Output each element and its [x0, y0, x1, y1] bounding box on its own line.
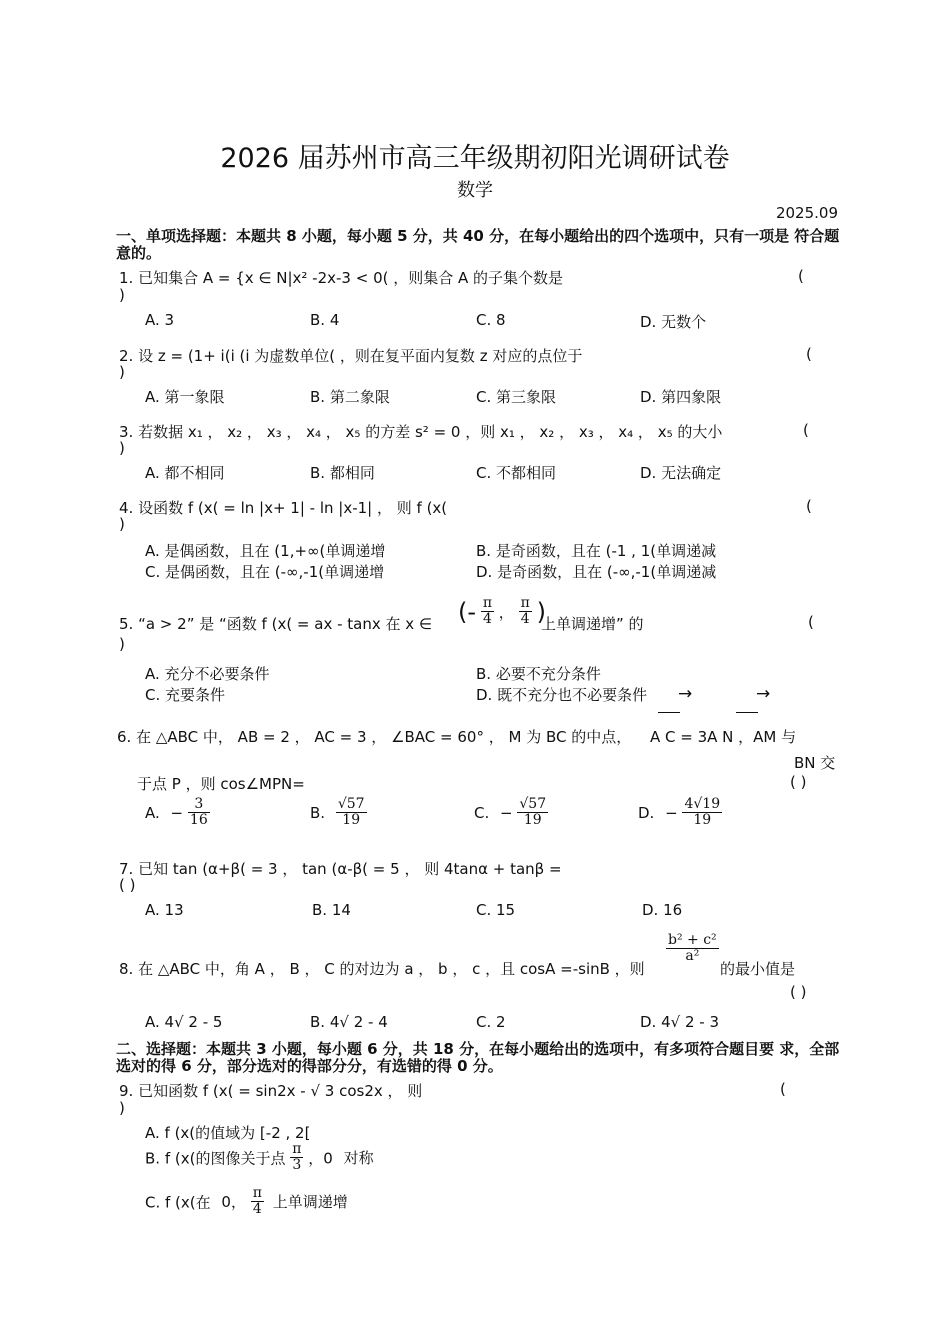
q5-interval-lead: (-	[458, 597, 477, 626]
q6-option-d-letter: D.	[638, 803, 655, 822]
q6-option-b	[310, 797, 367, 829]
q6-option-b-num: √57	[337, 796, 365, 812]
vector-arrow-ac: →	[678, 684, 693, 704]
q6-stem-cont2: 于点 P ，则 cos∠MPN=	[137, 775, 305, 793]
q5-interval-comma: ，	[498, 603, 514, 622]
q4-answer-open: (	[806, 497, 812, 515]
q9-option-c-frac-den: 4	[252, 1201, 262, 1218]
q9-option-c	[145, 1186, 348, 1218]
q2-stem: 2. 设 z = (1+ i(i (i 为虚数单位( ，则在复平面内复数 z 对应的点位于	[119, 347, 583, 365]
q5-interval	[458, 596, 546, 628]
section-1-heading: 一、单项选择题：本题共 8 小题，每小题 5 分，共 40 分，在每小题给出的四个选项中，只有一项是 符合题意的。	[116, 227, 840, 262]
q7-answer-paren: ( )	[119, 876, 136, 894]
q6-vector-equation: A C = 3A N ，AM 与	[650, 728, 797, 746]
q5-frac-right-num: π	[520, 595, 530, 611]
q9-option-a: A. f (x(的值域为 [-2 , 2[	[145, 1124, 311, 1142]
q5-frac-right-den: 4	[520, 611, 530, 628]
q3-option-c: C. 不都相同	[476, 464, 557, 482]
q5-frac-left-num: π	[482, 595, 493, 611]
q8-stem: 8. 在 △ABC 中，角 A ， B ， C 的对边为 a ， b ， c ，且 cosA =-sinB ，则	[119, 960, 645, 978]
q6-option-d-num: 4√19	[684, 796, 721, 812]
q5-option-d: D. 既不充分也不必要条件	[476, 686, 648, 704]
q3-stem: 3. 若数据 x₁ ， x₂ ， x₃ ， x₄ ， x₅ 的方差 s² = 0 ，则 x₁ ， x₂ ， x₃ ， x₄ ， x₅ 的大小	[119, 423, 723, 441]
q7-option-d: D. 16	[642, 901, 683, 919]
q1-option-b: B. 4	[310, 311, 340, 329]
q5-answer-open: (	[808, 613, 814, 631]
q5-option-c: C. 充要条件	[145, 686, 226, 704]
q9-option-b-text: B. f (x(的图像关于点	[145, 1149, 286, 1168]
q1-answer-close: )	[119, 286, 125, 304]
exam-date: 2025.09	[775, 204, 838, 222]
q9-answer-open: (	[780, 1080, 786, 1098]
q9-option-b-point: ，0	[308, 1149, 333, 1168]
subject-label: 数学	[457, 180, 493, 201]
q4-answer-close: )	[119, 515, 125, 533]
q1-option-a: A. 3	[145, 311, 175, 329]
q9-option-b-frac-num: π	[292, 1141, 302, 1157]
q2-option-b: B. 第二象限	[310, 388, 390, 406]
q6-option-c-sign: −	[500, 803, 513, 822]
q8-frac-den: a²	[685, 948, 700, 965]
vector-bar-an	[736, 712, 758, 713]
q9-option-b-frac	[290, 1142, 303, 1174]
q6-option-d-den: 19	[693, 812, 712, 829]
q5-option-a: A. 充分不必要条件	[145, 665, 270, 683]
q2-option-c: C. 第三象限	[476, 388, 557, 406]
q6-option-c-num: √57	[519, 796, 547, 812]
q5-stem-start: 5. “a > 2” 是 “函数 f (x( = ax - tanx 在 x ∈	[119, 615, 432, 633]
q6-option-c	[474, 797, 548, 829]
q6-option-a-den: 16	[189, 812, 208, 829]
q6-option-c-letter: C.	[474, 803, 490, 822]
q5-fraction-left	[481, 596, 494, 628]
q8-frac-num: b² + c²	[668, 932, 717, 948]
q3-option-d: D. 无法确定	[640, 464, 722, 482]
q3-answer-close: )	[119, 439, 125, 457]
q4-stem: 4. 设函数 f (x( = ln |x+ 1| - ln |x-1| ， 则 f (x(	[119, 499, 448, 517]
q6-option-a	[145, 797, 210, 829]
q6-option-b-den: 19	[342, 812, 361, 829]
q4-option-d: D. 是奇函数，且在 (-∞,-1(单调递减	[476, 563, 717, 581]
q1-answer-open: (	[798, 267, 804, 285]
q1-option-c: C. 8	[476, 311, 506, 329]
q1-stem: 1. 已知集合 A = {x ∈ N|x² -2x-3 < 0( ，则集合 A 的子集个数是	[119, 269, 564, 287]
q6-stem: 6. 在 △ABC 中， AB = 2 ， AC = 3 ， ∠BAC = 60° ， M 为 BC 的中点，	[117, 728, 632, 746]
q6-option-a-frac	[188, 797, 210, 829]
q6-option-b-frac	[336, 797, 367, 829]
page-title: 2026 届苏州市高三年级期初阳光调研试卷	[220, 143, 730, 174]
q8-stem-tail: 的最小值是	[720, 960, 796, 978]
q5-answer-close: )	[119, 635, 125, 653]
q6-option-d-sign: −	[665, 803, 678, 822]
q7-option-b: B. 14	[312, 901, 351, 919]
q2-option-a: A. 第一象限	[145, 388, 225, 406]
q6-option-a-num: 3	[188, 797, 210, 813]
q8-option-b: B. 4√ 2 - 4	[310, 1013, 388, 1031]
q9-answer-close: )	[119, 1099, 125, 1117]
vector-bar-ac	[658, 712, 680, 713]
q6-option-a-letter: A.	[145, 803, 160, 822]
q6-option-d-frac	[682, 797, 722, 829]
q5-option-b: B. 必要不充分条件	[476, 665, 601, 683]
section-2-heading: 二、选择题：本题共 3 小题，每小题 6 分，共 18 分，在每小题给出的选项中，有多项符合题目要 求，全部选对的得 6 分，部分选对的得部分分，有选错的得 0 分。	[116, 1040, 840, 1075]
q6-option-c-frac	[517, 797, 548, 829]
q9-option-b-frac-den: 3	[292, 1157, 302, 1174]
q2-answer-close: )	[119, 363, 125, 381]
q5-frac-left-den: 4	[482, 611, 492, 628]
q2-option-d: D. 第四象限	[640, 388, 722, 406]
q9-option-c-frac-num: π	[252, 1185, 262, 1201]
q6-answer-paren: ( )	[790, 773, 807, 791]
q3-option-b: B. 都相同	[310, 464, 375, 482]
q6-option-c-den: 19	[523, 812, 542, 829]
q8-fraction	[666, 933, 719, 965]
q8-frac	[666, 933, 719, 965]
q3-option-a: A. 都不相同	[145, 464, 225, 482]
q4-option-b: B. 是奇函数，且在 (-1 , 1(单调递减	[476, 542, 717, 560]
q7-option-a: A. 13	[145, 901, 184, 919]
vector-arrow-an: →	[756, 684, 771, 704]
q9-option-b-tail: 对称	[343, 1149, 374, 1168]
q9-option-c-open: 0，	[221, 1193, 246, 1212]
q9-option-c-frac	[251, 1186, 264, 1218]
q6-option-b-letter: B.	[310, 803, 326, 822]
q6-option-a-sign: −	[170, 803, 184, 822]
q9-option-b	[145, 1142, 374, 1174]
q7-option-c: C. 15	[476, 901, 516, 919]
q9-option-c-tail: 上单调递增	[272, 1193, 348, 1212]
q8-answer-paren: ( )	[790, 983, 807, 1001]
q5-stem-end: 上单调递增” 的	[541, 615, 644, 633]
q8-option-d: D. 4√ 2 - 3	[640, 1013, 719, 1031]
q4-option-a: A. 是偶函数，且在 (1,+∞(单调递增	[145, 542, 386, 560]
q8-option-c: C. 2	[476, 1013, 506, 1031]
q6-option-d	[638, 797, 722, 829]
q2-answer-open: (	[806, 345, 812, 363]
q8-option-a: A. 4√ 2 - 5	[145, 1013, 223, 1031]
q5-interval-close: )	[536, 597, 546, 626]
q9-stem: 9. 已知函数 f (x( = sin2x - √ 3 cos2x ， 则	[119, 1082, 423, 1100]
q9-option-c-text: C. f (x(在	[145, 1193, 211, 1212]
q3-answer-open: (	[803, 421, 809, 439]
q1-option-d: D. 无数个	[640, 313, 707, 331]
q4-option-c: C. 是偶函数，且在 (-∞,-1(单调递增	[145, 563, 385, 581]
q6-stem-cont: BN 交	[794, 754, 836, 772]
q7-stem: 7. 已知 tan (α+β( = 3 ， tan (α-β( = 5 ， 则 4tanα + tanβ =	[119, 860, 562, 878]
q5-fraction-right	[519, 596, 532, 628]
